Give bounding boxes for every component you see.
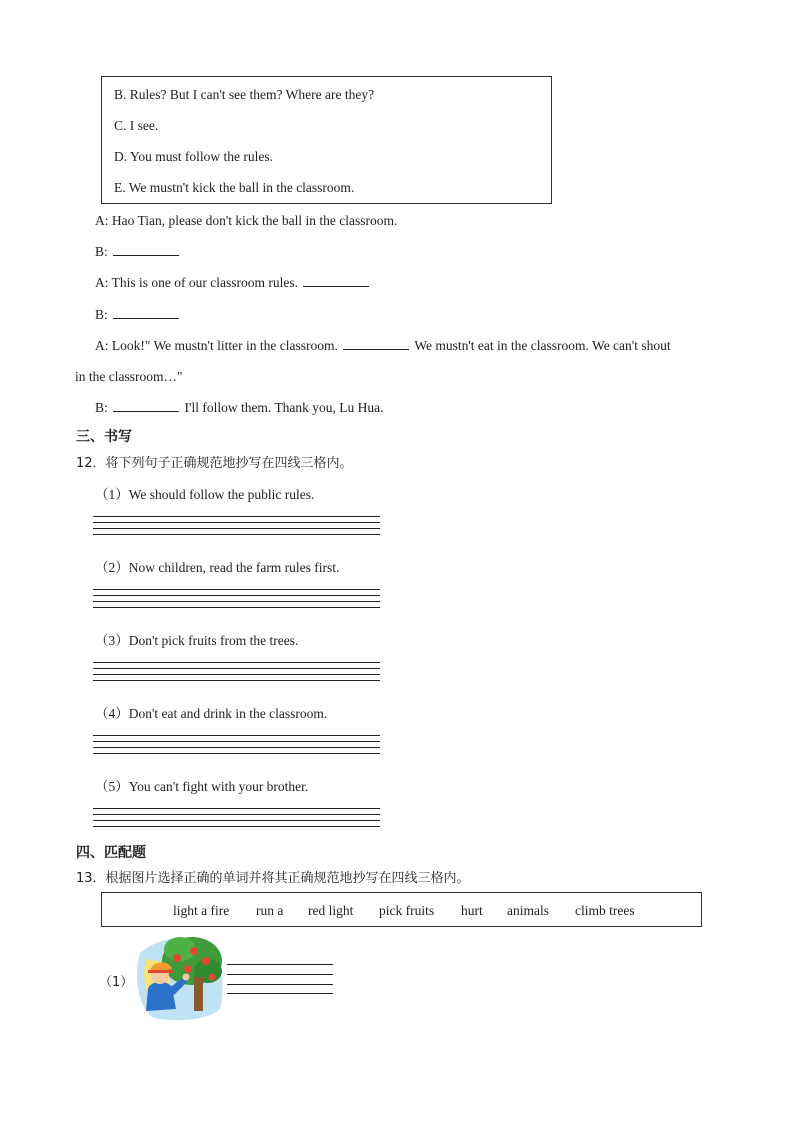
speaker-b: B: xyxy=(95,244,108,259)
writing-lines-4[interactable] xyxy=(93,735,380,755)
question-12: 12．将下列句子正确规范地抄写在四线三格内。 xyxy=(76,456,353,471)
dialogue-line-4 xyxy=(95,307,181,323)
writing-lines-1[interactable] xyxy=(93,516,380,536)
dialogue-line-2 xyxy=(95,244,181,260)
sentence-5: （5）You can't fight with your brother. xyxy=(95,779,309,794)
option-d: D. You must follow the rules. xyxy=(114,149,274,164)
speaker-b: B: xyxy=(95,307,108,322)
boy-picking-fruits-image xyxy=(132,933,225,1021)
answer-blank-1[interactable] xyxy=(113,244,179,256)
section-3-title: 三、书写 xyxy=(76,429,132,445)
option-c: C. I see. xyxy=(114,118,159,133)
dialogue-line-6 xyxy=(95,400,384,416)
speaker-b: B: xyxy=(95,400,108,415)
answer-blank-5[interactable] xyxy=(113,400,179,412)
word-option: light a fire xyxy=(173,903,230,918)
word-bank xyxy=(101,892,702,927)
section-4-title: 四、匹配题 xyxy=(76,845,146,861)
dialogue-text: We mustn't eat in the classroom. We can't shout xyxy=(414,338,671,353)
writing-lines-item-1[interactable] xyxy=(227,964,333,994)
dialogue-text: A: This is one of our classroom rules. xyxy=(95,275,298,290)
word-option: red light xyxy=(308,903,354,918)
sentence-4: （4）Don't eat and drink in the classroom. xyxy=(95,706,328,721)
word-option: hurt xyxy=(461,903,483,918)
dialogue-line-1: A: Hao Tian, please don't kick the ball in the classroom. xyxy=(95,213,398,228)
sentence-3: （3）Don't pick fruits from the trees. xyxy=(95,633,299,648)
sentence-1: （1）We should follow the public rules. xyxy=(95,487,315,502)
word-option: pick fruits xyxy=(379,903,435,918)
options-box xyxy=(101,76,552,204)
dialogue-line-5 xyxy=(95,338,671,354)
answer-blank-4[interactable] xyxy=(343,338,409,350)
dialogue-line-3 xyxy=(95,275,371,291)
dialogue-text: I'll follow them. Thank you, Lu Hua. xyxy=(184,400,384,415)
sentence-2: （2）Now children, read the farm rules first. xyxy=(95,560,340,575)
item-1-label: （1） xyxy=(99,975,134,990)
word-option: animals xyxy=(507,903,549,918)
option-e: E. We mustn't kick the ball in the classroom. xyxy=(114,180,355,195)
dialogue-text: A: Look!" We mustn't litter in the classroom. xyxy=(95,338,338,353)
word-option: climb trees xyxy=(575,903,635,918)
word-option: run a xyxy=(256,903,284,918)
option-b: B. Rules? But I can't see them? Where are they? xyxy=(114,87,375,102)
answer-blank-2[interactable] xyxy=(303,275,369,287)
writing-lines-5[interactable] xyxy=(93,808,380,828)
question-13: 13．根据图片选择正确的单词并将其正确规范地抄写在四线三格内。 xyxy=(76,871,470,886)
answer-blank-3[interactable] xyxy=(113,307,179,319)
writing-lines-2[interactable] xyxy=(93,589,380,609)
dialogue-line-5-cont: in the classroom…" xyxy=(75,369,183,384)
writing-lines-3[interactable] xyxy=(93,662,380,682)
